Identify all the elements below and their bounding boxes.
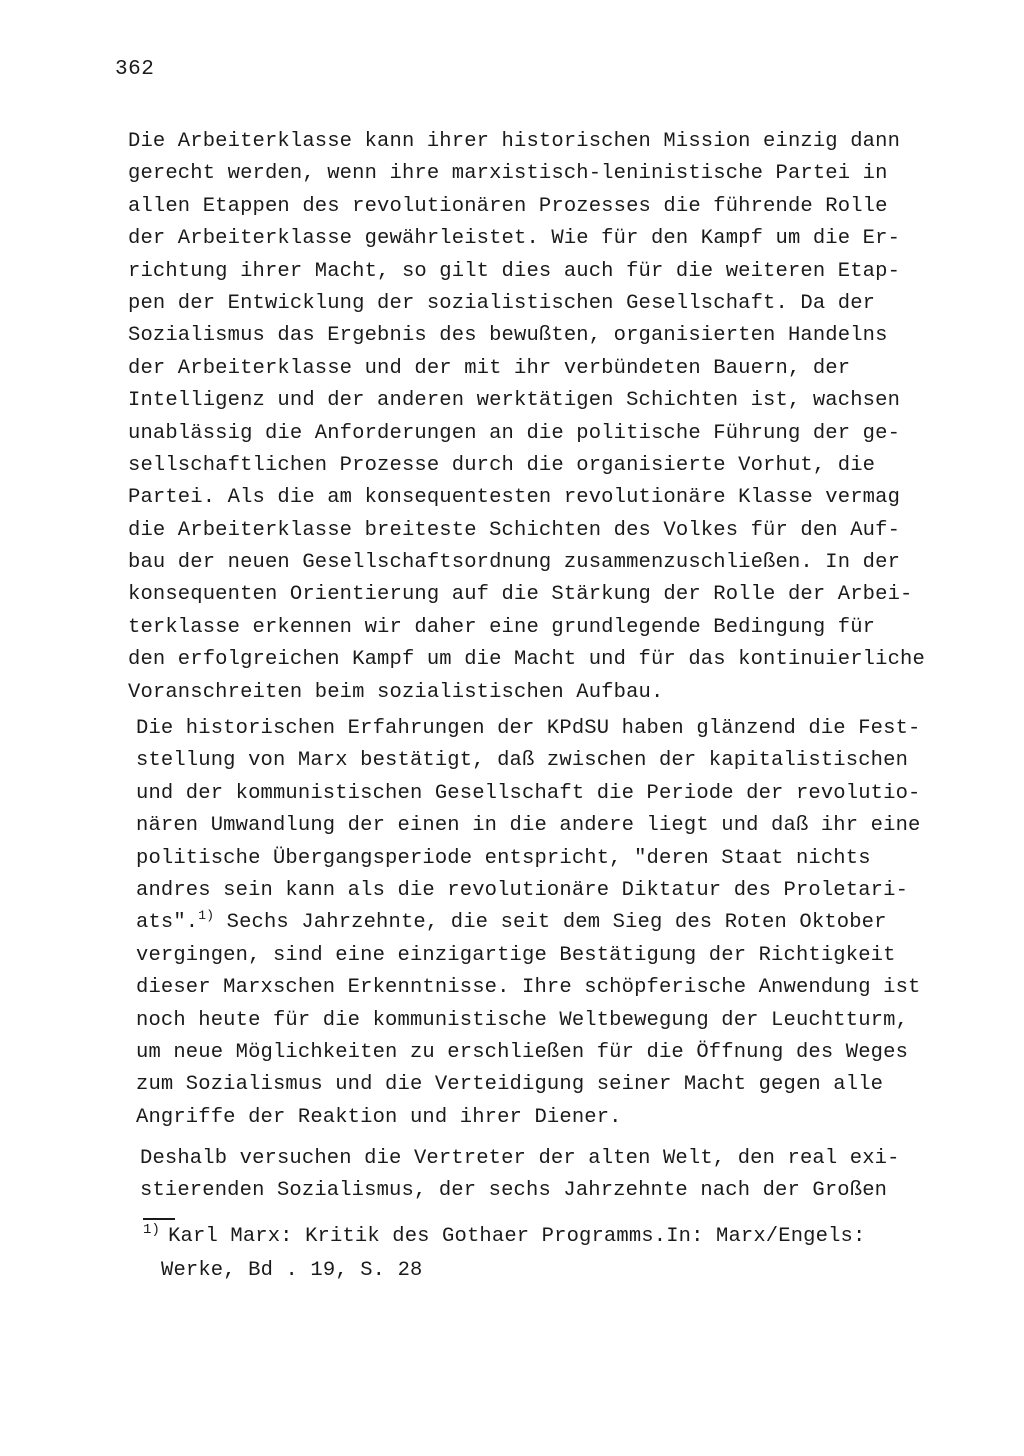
text-line: konsequenten Orientierung auf die Stärkung der Rolle der Arbei-: [128, 583, 913, 607]
text-line: den erfolgreichen Kampf um die Macht und für das kontinuierliche: [128, 648, 925, 672]
text-line: politische Übergangsperiode entspricht, "deren Staat nichts: [136, 846, 871, 870]
text-line: der Arbeiterklasse und der mit ihr verbündeten Bauern, der: [128, 356, 851, 380]
text-line: zum Sozialismus und die Verteidigung seiner Macht gegen alle: [136, 1073, 884, 1097]
text-line: pen der Entwicklung der sozialistischen Gesellschaft. Da der: [128, 291, 876, 315]
text-line: Partei. Als die am konsequentesten revolutionäre Klasse vermag: [128, 486, 901, 510]
footnote: [143, 1220, 923, 1288]
text-line: dieser Marxschen Erkenntnisse. Ihre schöpferische Anwendung ist: [136, 976, 921, 1000]
footnote-line: Werke, Bd . 19, S. 28: [161, 1259, 423, 1282]
footnote-text: Karl Marx: Kritik des Gothaer Programms.In: Marx/Engels:: [168, 1225, 866, 1248]
text-line: stellung von Marx bestätigt, daß zwischen der kapitalistischen: [136, 749, 909, 773]
text-line: allen Etappen des revolutionären Prozesses die führende Rolle: [128, 194, 888, 218]
text-line: terklasse erkennen wir daher eine grundlegende Bedingung für: [128, 615, 876, 639]
text-line: gerecht werden, wenn ihre marxistisch-leninistische Partei in: [128, 162, 888, 186]
paragraph-1: [128, 126, 928, 709]
text-line-with-footnote-ref: [136, 907, 936, 939]
text-segment: ats".: [136, 911, 199, 935]
page-number: 362: [115, 58, 155, 81]
text-line: nären Umwandlung der einen in die andere liegt und daß ihr eine: [136, 814, 921, 838]
text-line: stierenden Sozialismus, der sechs Jahrzehnte nach der Großen: [140, 1179, 888, 1203]
text-line: andres sein kann als die revolutionäre Diktatur des Proletari-: [136, 878, 909, 902]
text-line: sellschaftlichen Prozesse durch die organisierte Vorhut, die: [128, 453, 876, 477]
text-line: richtung ihrer Macht, so gilt dies auch für die weiteren Etap-: [128, 259, 901, 283]
paragraph-3: [140, 1143, 940, 1208]
text-line: Voranschreiten beim sozialistischen Aufbau.: [128, 680, 664, 704]
text-line: Sozialismus das Ergebnis des bewußten, organisierten Handelns: [128, 324, 888, 348]
text-line: Deshalb versuchen die Vertreter der alten Welt, den real exi-: [140, 1147, 900, 1170]
text-line: und der kommunistischen Gesellschaft die Periode der revolutio-: [136, 781, 921, 805]
footnote-line: [143, 1220, 923, 1254]
paragraph-2: [136, 713, 936, 1134]
text-line: noch heute für die kommunistische Weltbewegung der Leuchtturm,: [136, 1008, 909, 1032]
text-segment: Sechs Jahrzehnte, die seit dem Sieg des Roten Oktober: [214, 911, 887, 935]
text-line: unablässig die Anforderungen an die politische Führung der ge-: [128, 421, 901, 445]
text-line: Die historischen Erfahrungen der KPdSU haben glänzend die Fest-: [136, 717, 921, 740]
footnote-reference: 1): [198, 908, 215, 924]
text-line: Angriffe der Reaktion und ihrer Diener.: [136, 1105, 622, 1129]
text-line: Die Arbeiterklasse kann ihrer historischen Mission einzig dann: [128, 130, 901, 153]
footnote-marker: 1): [143, 1222, 161, 1239]
text-line: der Arbeiterklasse gewährleistet. Wie für den Kampf um die Er-: [128, 227, 901, 251]
text-line: die Arbeiterklasse breiteste Schichten des Volkes für den Auf-: [128, 518, 901, 542]
text-line: Intelligenz und der anderen werktätigen Schichten ist, wachsen: [128, 389, 901, 413]
text-line: vergingen, sind eine einzigartige Bestätigung der Richtigkeit: [136, 943, 896, 967]
text-line: bau der neuen Gesellschaftsordnung zusammenzuschließen. In der: [128, 551, 901, 575]
text-line: um neue Möglichkeiten zu erschließen für die Öffnung des Weges: [136, 1040, 909, 1064]
